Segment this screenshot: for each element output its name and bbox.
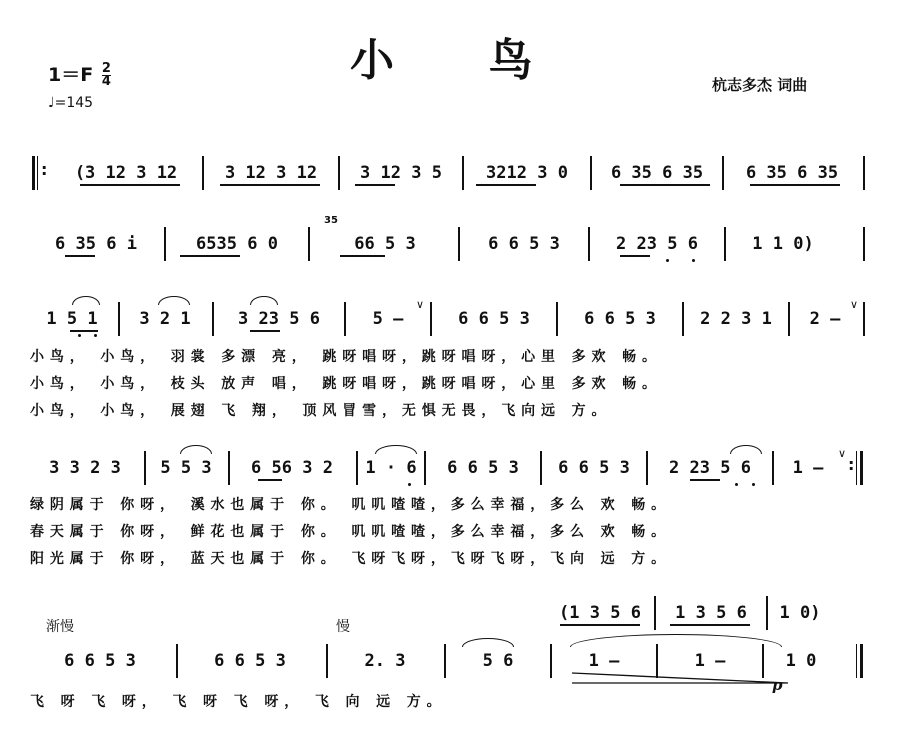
barline: [164, 227, 166, 261]
barline: [863, 156, 865, 190]
lyric-verse-2: 小鸟， 小鸟， 枝头 放声 唱， 跳呀唱呀，跳呀唱呀，心里 多欢 畅。: [30, 376, 662, 392]
barline: [212, 302, 214, 336]
coda-staff: [550, 598, 840, 628]
measure: 1 –: [792, 458, 824, 478]
barline: [856, 644, 857, 678]
measure: 3 2 1: [139, 309, 191, 329]
slur: [730, 445, 762, 454]
slur: [375, 445, 417, 454]
measure: 1 0: [785, 651, 817, 671]
measure: 6 6 5 3: [488, 234, 560, 254]
measure: 2. 3: [364, 651, 406, 671]
measure: 6 6 5 3: [584, 309, 656, 329]
measure: 3 23 5 6: [238, 309, 320, 329]
barline: [118, 302, 120, 336]
barline: [430, 302, 432, 336]
measure: 6 6 5 3: [214, 651, 286, 671]
underline: [670, 624, 750, 626]
decrescendo-hairpin: [570, 670, 790, 684]
slur: [570, 634, 782, 647]
grace-note: 35: [324, 215, 338, 226]
lyric-verse-3: 小鸟， 小鸟， 展翅 飞 翔， 顶风冒雪，无惧无畏，飞向远 方。: [30, 403, 612, 419]
measure: (1 3 5 6: [559, 603, 641, 623]
barline: [588, 227, 590, 261]
final-barline: [860, 644, 863, 678]
meter-bottom: 4: [101, 74, 111, 89]
meter-top: 2: [101, 61, 111, 76]
staff-system-4: [30, 447, 872, 483]
staff-system-1: [30, 158, 872, 188]
barline: [788, 302, 790, 336]
barline: [722, 156, 724, 190]
staff-system-5: [30, 646, 872, 694]
barline: [308, 227, 310, 261]
barline: [863, 302, 865, 336]
measure: 1 –: [588, 651, 620, 671]
repeat-end-barline: [860, 451, 863, 485]
barline: [590, 156, 592, 190]
measure: 6535 6 0: [196, 234, 278, 254]
measure: 2 23 5 6: [616, 234, 698, 254]
expression-mark: 慢: [336, 619, 350, 635]
underline: [560, 624, 640, 626]
staff-system-2: [30, 215, 872, 259]
measure: 6 35 6 i: [55, 234, 137, 254]
slur: [462, 638, 514, 647]
measure: 1 –: [694, 651, 726, 671]
low-octave-dot: [692, 259, 695, 262]
barline: [37, 156, 38, 190]
measure: 2 23 5 6: [669, 458, 751, 478]
song-title: 小 鸟: [350, 35, 573, 86]
underline: [476, 184, 536, 186]
repeat-dots: :: [848, 455, 855, 474]
underline: [70, 330, 98, 332]
underline: [258, 479, 282, 481]
barline: [326, 644, 328, 678]
slur: [180, 445, 212, 454]
measure: 2 2 3 1: [700, 309, 772, 329]
expression-mark: 渐慢: [46, 619, 74, 635]
barline: [424, 451, 426, 485]
measure: 1 · 6: [365, 458, 417, 478]
barline: [458, 227, 460, 261]
dynamic-marking: p: [772, 676, 783, 694]
measure: 3 12 3 5: [360, 163, 442, 183]
barline: [654, 596, 656, 630]
slur: [250, 296, 278, 305]
barline: [856, 451, 857, 485]
barline: [550, 644, 552, 678]
measure: 66 5 3: [354, 234, 416, 254]
staff-system-3: [30, 298, 872, 334]
low-octave-dot: [752, 483, 755, 486]
slur: [72, 296, 100, 305]
low-octave-dot: [408, 483, 411, 486]
measure: 6 6 5 3: [458, 309, 530, 329]
barline: [724, 227, 726, 261]
low-octave-dot: [78, 334, 81, 337]
underline: [80, 184, 180, 186]
low-octave-dot: [735, 483, 738, 486]
barline: [356, 451, 358, 485]
measure: (3 12 3 12: [74, 163, 178, 183]
measure: 2 –: [809, 309, 841, 329]
repeat-start-barline: [32, 156, 35, 190]
measure: 3212 3 0: [486, 163, 568, 183]
tempo-mark: ♩=145: [48, 95, 94, 111]
barline: [646, 451, 648, 485]
breath-mark: ∨: [838, 447, 847, 460]
barline: [682, 302, 684, 336]
repeat-dots: :: [41, 160, 48, 179]
barline: [772, 451, 774, 485]
lyric-verse-1: 绿阴属于 你呀， 溪水也属于 你。 叽叽喳喳，多么幸福，多么 欢 畅。: [30, 497, 672, 513]
measure: 1 1 0): [752, 234, 814, 254]
barline: [766, 596, 768, 630]
measure: 6 6 5 3: [447, 458, 519, 478]
barline: [202, 156, 204, 190]
measure: 3 12 3 12: [224, 163, 318, 183]
measure: 5 5 3: [160, 458, 212, 478]
underline: [220, 184, 320, 186]
underline: [750, 184, 840, 186]
underline: [690, 479, 720, 481]
measure: 6 6 5 3: [558, 458, 630, 478]
barline: [462, 156, 464, 190]
breath-mark: ∨: [850, 298, 859, 311]
lyric-verse-2: 春天属于 你呀， 鲜花也属于 你。 叽叽喳喳，多么幸福，多么 欢 畅。: [30, 524, 672, 540]
time-signature: [102, 63, 111, 88]
barline: [540, 451, 542, 485]
low-octave-dot: [666, 259, 669, 262]
measure: 1 0): [779, 603, 821, 623]
credit-line: 杭志多杰 词曲: [712, 76, 808, 94]
breath-mark: ∨: [416, 298, 425, 311]
barline: [144, 451, 146, 485]
lyric-verse-3: 阳光属于 你呀， 蓝天也属于 你。 飞呀飞呀，飞呀飞呀，飞向 远 方。: [30, 551, 672, 567]
lyric-final: 飞 呀 飞 呀， 飞 呀 飞 呀， 飞 向 远 方。: [30, 694, 447, 710]
underline: [180, 255, 240, 257]
measure: 6 35 6 35: [610, 163, 704, 183]
barline: [176, 644, 178, 678]
underline: [340, 255, 385, 257]
measure: 5 6: [482, 651, 514, 671]
underline: [620, 255, 650, 257]
decrescendo-icon: [570, 671, 790, 685]
measure: 6 6 5 3: [64, 651, 136, 671]
slur: [158, 296, 190, 305]
measure: 6 56 3 2: [251, 458, 333, 478]
underline: [65, 255, 95, 257]
barline: [863, 227, 865, 261]
barline: [444, 644, 446, 678]
measure: 1 5 1: [46, 309, 98, 329]
measure: 3 3 2 3: [49, 458, 121, 478]
lyric-verse-1: 小鸟， 小鸟， 羽裳 多漂 亮， 跳呀唱呀，跳呀唱呀，心里 多欢 畅。: [30, 349, 662, 365]
underline: [250, 330, 280, 332]
barline: [556, 302, 558, 336]
key-text: 1＝F: [48, 64, 94, 86]
low-octave-dot: [94, 334, 97, 337]
measure: 6 35 6 35: [745, 163, 839, 183]
measure: 1 3 5 6: [675, 603, 747, 623]
measure: 5 –: [372, 309, 404, 329]
barline: [338, 156, 340, 190]
underline: [355, 184, 395, 186]
barline: [344, 302, 346, 336]
underline: [620, 184, 710, 186]
barline: [228, 451, 230, 485]
key-signature: [48, 60, 111, 88]
